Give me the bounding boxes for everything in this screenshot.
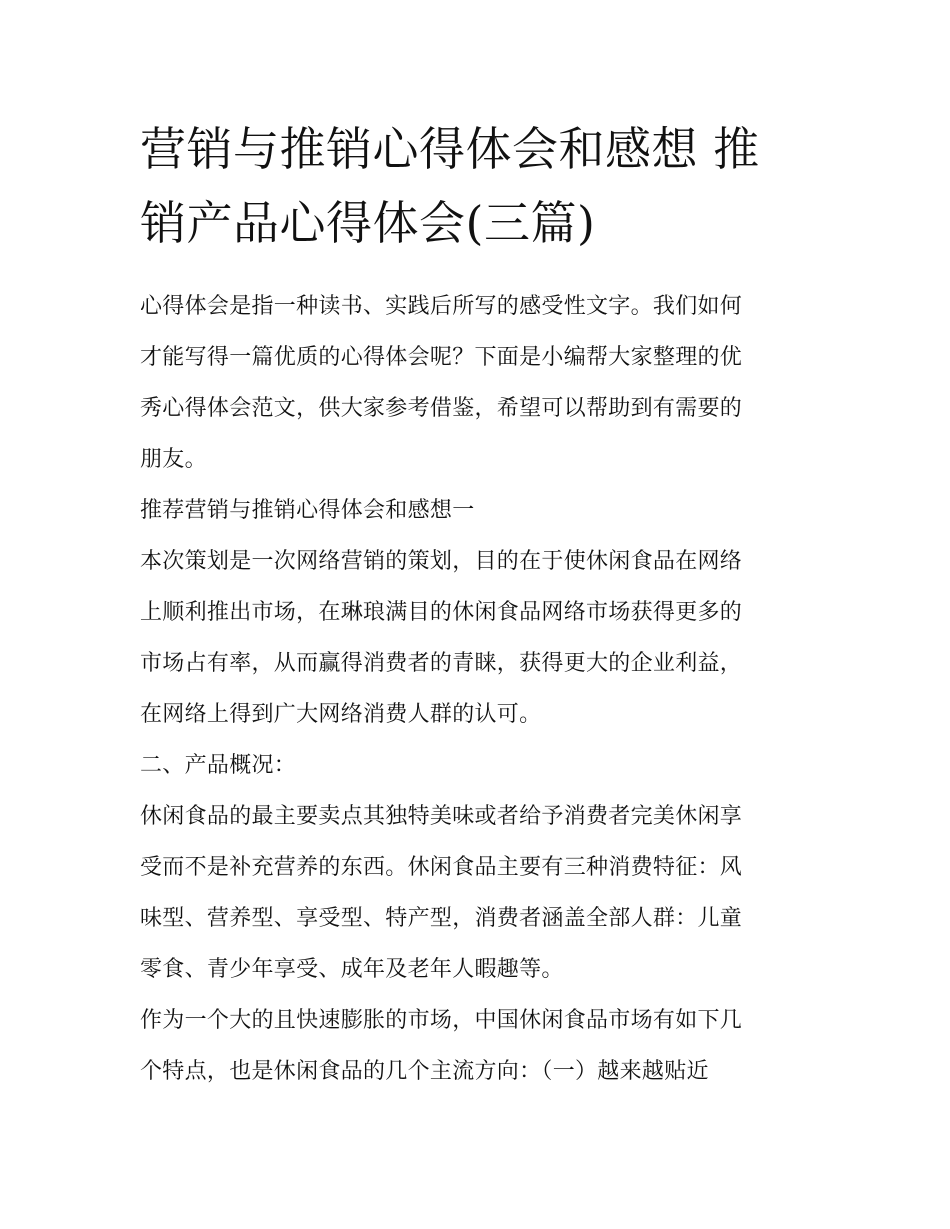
text-line: 秀心得体会范文，供大家参考借鉴，希望可以帮助到有需要的 [140,396,743,421]
text-line: 朋友。 [140,447,207,472]
text-line: 作为一个大的且快速膨胀的市场，中国休闲食品市场有如下几 [140,1008,743,1033]
text-line: 味型、营养型、享受型、特产型，消费者涵盖全部人群：儿童 [140,906,743,931]
section-heading [140,740,812,791]
text-line: 上顺利推出市场，在琳琅满目的休闲食品网络市场获得更多的 [140,600,743,625]
document-title [140,112,812,260]
body-paragraph [140,995,812,1097]
text-line: 个特点，也是休闲食品的几个主流方向：（一）越来越贴近 [140,1059,709,1084]
document-body [140,281,812,1097]
text-line: 本次策划是一次网络营销的策划，目的在于使休闲食品在网络 [140,549,743,574]
document-page [140,112,812,1097]
body-paragraph [140,536,812,740]
body-paragraph [140,791,812,995]
text-line: 休闲食品的最主要卖点其独特美味或者给予消费者完美休闲享 [140,804,743,829]
text-line: 二、产品概况： [140,753,297,778]
text-line: 受而不是补充营养的东西。休闲食品主要有三种消费特征：风 [140,855,743,880]
section-heading [140,485,812,536]
title-line: 营销与推销心得体会和感想 推 [140,122,760,176]
text-line: 才能写得一篇优质的心得体会呢？下面是小编帮大家整理的优 [140,345,743,370]
intro-paragraph [140,281,812,485]
title-line: 销产品心得体会(三篇) [140,196,596,250]
text-line: 零食、青少年享受、成年及老年人暇趣等。 [140,957,564,982]
text-line: 心得体会是指一种读书、实践后所写的感受性文字。我们如何 [140,294,743,319]
text-line: 市场占有率，从而赢得消费者的青睐，获得更大的企业利益， [140,651,743,676]
text-line: 推荐营销与推销心得体会和感想一 [140,498,475,523]
text-line: 在网络上得到广大网络消费人群的认可。 [140,702,542,727]
